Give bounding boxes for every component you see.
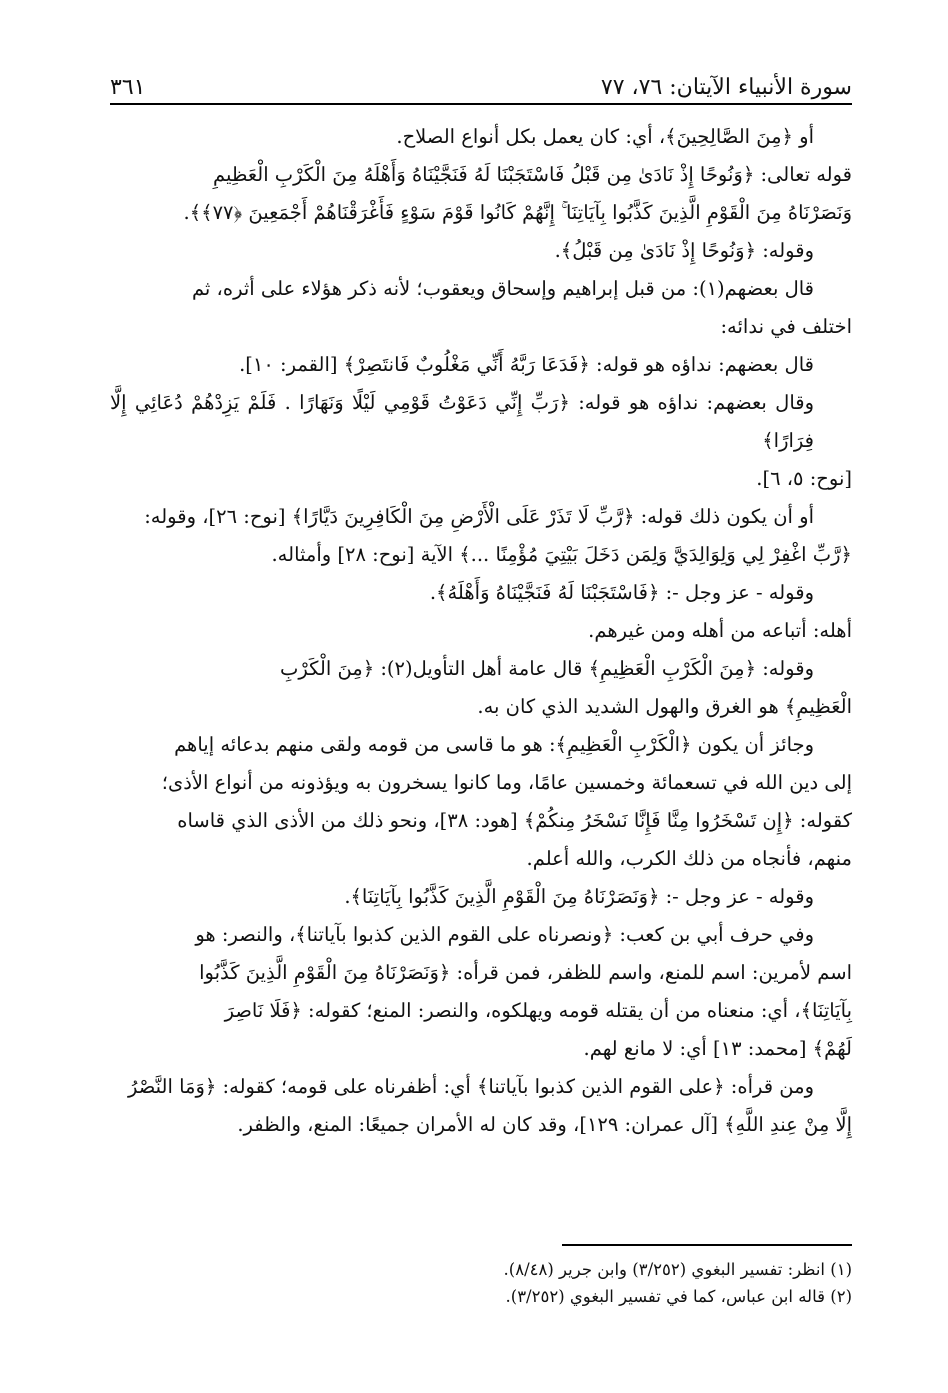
body-line: وقوله - عز وجل -: ﴿فَاسْتَجَبْنَا لَهُ فَنَجَّيْنَاهُ وَأَهْلَهُ﴾. [429, 581, 814, 604]
body-line: إلى دين الله في تسعمائة وخمسين عامًا، وما كانوا يسخرون به ويؤذونه من أنواع الأذى؛ [161, 771, 852, 794]
body-line: وجائز أن يكون ﴿الْكَرْبِ الْعَظِيمِ﴾: هو ما قاسى من قومه ولقى منهم بدعائه إياهم [174, 733, 814, 756]
body-line: وفي حرف أبي بن كعب: ﴿ونصرناه على القوم الذين كذبوا بآياتنا﴾، والنصر: هو [195, 923, 814, 946]
body-line: الْعَظِيمِ﴾ هو الغرق والهول الشديد الذي كان به. [477, 695, 852, 718]
body-line: قال بعضهم: نداؤه هو قوله: ﴿فَدَعَا رَبَّهُ أَنِّي مَغْلُوبٌ فَانتَصِرْ﴾ [القمر: ١٠]. [239, 353, 814, 376]
body-line: إِلَّا مِنْ عِندِ اللَّهِ﴾ [آل عمران: ١٢٩]، وقد كان له الأمران جميعًا: المنع، والظفر. [237, 1113, 852, 1136]
body-line: لَهُمْ﴾ [محمد: ١٣] أي: لا مانع لهم. [583, 1037, 852, 1060]
page-number: ٣٦١ [110, 75, 146, 100]
body-line: اختلف في ندائه: [720, 315, 852, 338]
footnote-separator [562, 1244, 852, 1246]
body-line: وقوله - عز وجل -: ﴿وَنَصَرْنَاهُ مِنَ الْقَوْمِ الَّذِينَ كَذَّبُوا بِآيَاتِنَا﴾. [344, 885, 814, 908]
body-line: قال بعضهم(١): من قبل إبراهيم وإسحاق ويعقوب؛ لأنه ذكر هؤلاء على أثره، ثم [191, 277, 814, 300]
body-line: وقوله: ﴿وَنُوحًا إِذْ نَادَىٰ مِن قَبْلُ﴾. [554, 239, 814, 262]
page-body [110, 118, 852, 1144]
body-line: اسم لأمرين: اسم للمنع، واسم للظفر، فمن قرأه: ﴿وَنَصَرْنَاهُ مِنَ الْقَوْمِ الَّذِينَ كَذَّبُوا [199, 961, 852, 984]
running-title: سورة الأنبياء الآيتان: ٧٦، ٧٧ [600, 75, 852, 100]
body-line: ﴿رَّبِّ اغْفِرْ لِي وَلِوَالِدَيَّ وَلِمَن دَخَلَ بَيْتِيَ مُؤْمِنًا ...﴾ الآية [نوح: ٢٨] وأمثاله. [271, 543, 852, 566]
body-line: وقوله: ﴿مِنَ الْكَرْبِ الْعَظِيمِ﴾ قال عامة أهل التأويل(٢): ﴿مِنَ الْكَرْبِ [280, 657, 814, 680]
page-header [110, 60, 852, 100]
body-line: أو ﴿مِنَ الصَّالِحِينَ﴾، أي: كان يعمل بكل أنواع الصلاح. [396, 125, 814, 148]
body-line: كقوله: ﴿إِن تَسْخَرُوا مِنَّا فَإِنَّا نَسْخَرُ مِنكُمْ﴾ [هود: ٣٨]، ونحو ذلك من الأذى الذي قاساه [177, 809, 852, 832]
body-line: [نوح: ٥، ٦]. [756, 467, 852, 490]
body-line: وَنَصَرْنَاهُ مِنَ الْقَوْمِ الَّذِينَ كَذَّبُوا بِآيَاتِنَا ۚ إِنَّهُمْ كَانُوا قَوْمَ سَوْءٍ فَأَغْرَقْنَاهُمْ أَجْمَعِينَ ﴿٧٧﴾﴾. [183, 201, 852, 224]
body-line: أو أن يكون ذلك قوله: ﴿رَّبِّ لَا تَذَرْ عَلَى الْأَرْضِ مِنَ الْكَافِرِينَ دَيَّارًا﴾ [نوح: ٢٦]، وقوله: [144, 505, 814, 528]
body-line: أهله: أتباعه من أهله ومن غيرهم. [588, 619, 852, 642]
body-line: منهم، فأنجاه من ذلك الكرب، والله أعلم. [526, 847, 852, 870]
footnote-2: (٢) قاله ابن عباس، كما في تفسير البغوي (٣/٢٥٢). [505, 1287, 852, 1306]
body-line: ومن قرأه: ﴿على القوم الذين كذبوا بآياتنا﴾ أي: أظفرناه على قومه؛ كقوله: ﴿وَمَا النَّصْرُ [128, 1075, 814, 1098]
footnote-1: (١) انظر: تفسير البغوي (٣/٢٥٢) وابن جرير (٨/٤٨). [503, 1260, 852, 1279]
body-line: وقال بعضهم: نداؤه هو قوله: ﴿رَبِّ إِنِّي دَعَوْتُ قَوْمِي لَيْلًا وَنَهَارًا . فَلَمْ يَزِدْهُمْ دُعَائِي إِلَّا فِرَارًا﴾ [110, 391, 814, 452]
body-line: قوله تعالى: ﴿وَنُوحًا إِذْ نَادَىٰ مِن قَبْلُ فَاسْتَجَبْنَا لَهُ فَنَجَّيْنَاهُ وَأَهْلَهُ مِنَ الْكَرْبِ الْعَظِيمِ [212, 163, 852, 186]
body-line: بِآيَاتِنَا﴾، أي: منعناه من أن يقتله قومه ويهلكوه، والنصر: المنع؛ كقوله: ﴿فَلَا نَاصِرَ [224, 999, 852, 1022]
footnotes [110, 1256, 852, 1310]
header-rule [110, 103, 852, 105]
